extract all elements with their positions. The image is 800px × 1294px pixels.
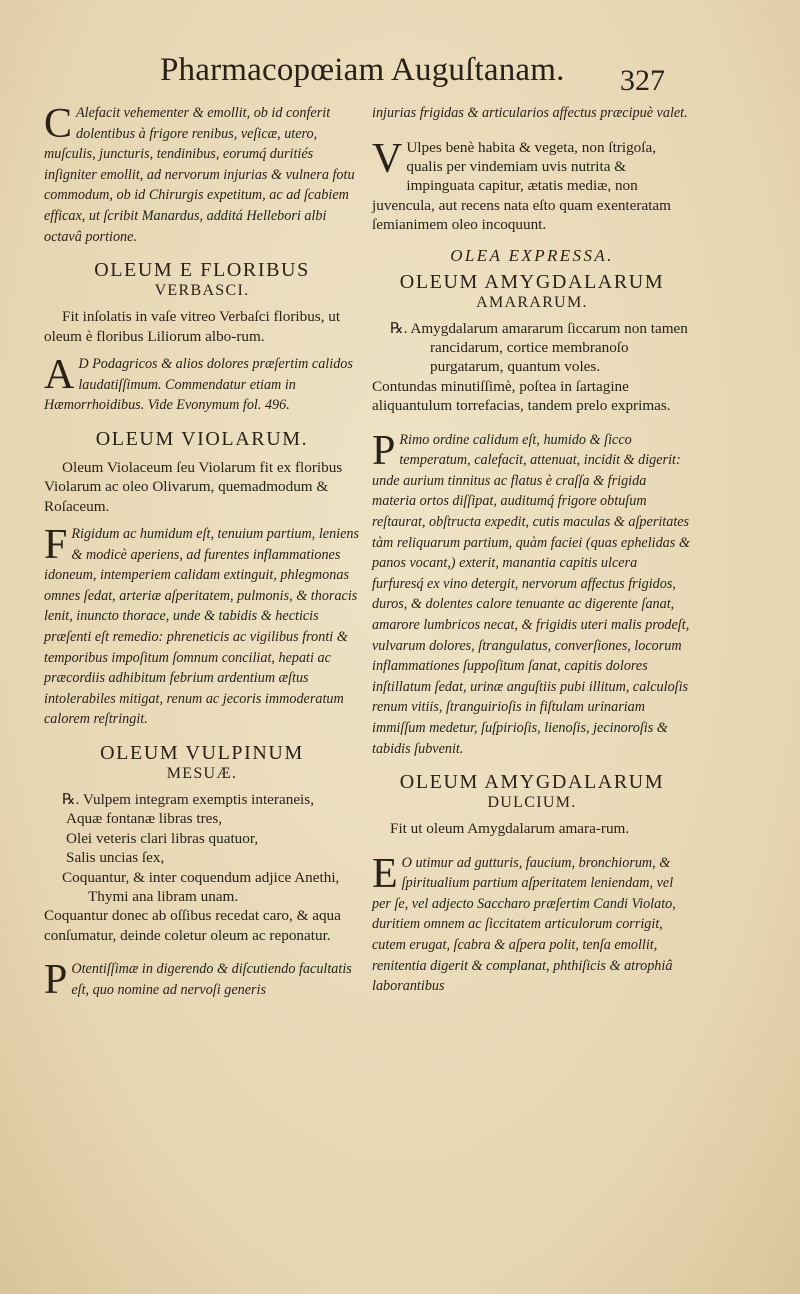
heading-mesuae: MESUÆ. (166, 764, 238, 782)
heading-olea-expressa: OLEA EXPRESSA. (450, 245, 614, 265)
drop-cap: A (44, 351, 75, 398)
drop-cap: F (44, 521, 68, 568)
page-number: 327 (620, 64, 665, 97)
paragraph-coquantur: Coquantur donec ab oſſibus recedat caro, & aqua conſumatur, deinde coletur oleum ac reponatur. (44, 907, 341, 944)
paragraph-podagricos (44, 351, 360, 416)
paragraph-calefacit (44, 103, 360, 247)
recipe-line: Thymi ana libram unam. (88, 887, 239, 905)
paragraph-contundas: Contundas minutiſſimè, poſtea in ſartagine aliquantulum torrefacias, tandem prelo exprimas. (372, 377, 671, 415)
paragraph-text: Otentiſſimæ in digerendo & diſcutiendo facultatis eſt, quo nomine ad nervoſi generis (71, 961, 352, 998)
recipe-line: Olei veteris clari libras quatuor, (66, 829, 259, 847)
paragraph-text: Rimo ordine calidum eſt, humido & ſicco temperatum, calefacit, attenuat, incidit & digerit: unde aurium tinnitus ac flatus è craſſa & frigida materia ortos diſſipat, auditumq́ frigore obtuſum reſtaurat, obſtructa expedit, cutis maculas & aſperitates tàm reliquarum partium, quàm faciei (quas ephelidas & panos vocant,) exterit, manantia capitis ulcera furfuresq́ ex vino detergit, nervorum affectus frigidos, duros, & dolentes calore tenuante ac digerente ſanat, amarore lumbricos necat, & frigidis uteri malis prodeſt, vulvarum dolores, ſtrangulatus, converſiones, locorum inflammationes ſuppoſitum ſanat, capitis dolores inſtillatum ſedat, urinæ anguſtiis pubi illitum, calculoſis renum vitiis, ſtranguirioſis in fiſtulam urinariam immiſſum medetur, ſuſpirioſis, lienoſis, jecinoroſis & tabidis ſubvenit. (372, 431, 690, 757)
drop-cap: V (372, 135, 403, 182)
recipe-line: ℞. Amygdalarum amararum ſiccarum non tamen rancidarum, cortice membranoſo purgatarum, quantum voles. (390, 319, 688, 376)
recipe-line: Coquantur, & inter coquendum adjice Anethi, (62, 868, 340, 886)
paragraph-violarum: Oleum Violaceum ſeu Violarum fit ex floribus Violarum ac oleo Olivarum, quemadmodum & Roſaceum. (44, 458, 343, 515)
drop-cap: E (372, 850, 398, 897)
paragraph-eo-utimur (372, 850, 692, 997)
paragraph-injurias: injurias frigidas & articularios affectus præcipuè valet. (372, 105, 688, 121)
running-title: Pharmacopœiam Auguſtanam. (160, 52, 565, 88)
paragraph-vulpes (372, 135, 692, 235)
drop-cap: C (44, 101, 73, 147)
paragraph-text: Alefacit vehementer & emollit, ob id conferit dolentibus à frigore renibus, veſicæ, utero, muſculis, juncturis, tendinibus, eorumq́ duritiés inſigniter emollit, ad nervorum injurias & vulnera fotu commodum, ob id Chirurgis expetitum, ac ad ſcabiem efficax, ut ſcribit Manardus, additá Hellebori albi octavâ portione. (44, 105, 355, 245)
heading-oleum-floribus: OLEUM E FLORIBUS (94, 259, 310, 282)
paragraph-primo-ordine (372, 427, 692, 760)
drop-cap: P (44, 957, 68, 1004)
heading-oleum-amygdalarum: OLEUM AMYGDALARUM (399, 270, 665, 293)
left-column (44, 101, 360, 1004)
heading-oleum-amygdalarum-dulcium: OLEUM AMYGDALARUM (399, 771, 665, 794)
paragraph-text: D Podagricos & alios dolores præſertim calidos laudatiſſimum. Commendatur etiam in Hæmorrhoidibus. Vide Evonymum fol. 496. (44, 355, 353, 414)
heading-violarum: OLEUM VIOLARUM. (95, 427, 309, 450)
recipe-line: Salis uncias ſex, (66, 849, 165, 867)
paragraph-fit-ut: Fit ut oleum Amygdalarum amara-rum. (390, 820, 630, 838)
paragraph-verbasci: Fit inſolatis in vaſe vitreo Verbaſci floribus, ut oleum è floribus Liliorum albo-rum. (44, 308, 341, 345)
paragraph-text: Ulpes benè habita & vegeta, non ſtrigoſa, qualis per vindemiam uvis nutrita & impinguata capitur, ætatis mediæ, non juvencula, aut recens nata eſto quam exenteratam ſemianimem oleo incoquunt. (372, 138, 671, 234)
heading-verbasci: VERBASCI. (154, 282, 250, 300)
paragraph-potentissimae (44, 957, 360, 1004)
drop-cap: P (372, 427, 396, 474)
paragraph-frigidum (44, 521, 360, 730)
recipe-line: Aquæ fontanæ libras tres, (66, 810, 223, 828)
heading-dulcium: DULCIUM. (487, 794, 577, 812)
heading-amararum: AMARARUM. (476, 293, 588, 311)
paragraph-text: O utimur ad gutturis, faucium, bronchiorum, & ſpiritualium partium aſperitatem leniendam, vel per ſe, vel adjecto Saccharo præſertim Candi Violato, duritiem omnem ac ſiccitatem articulorum corrigit, cutem erugat, ſcabra & aſpera polit, tenſa emollit, renitentia digerit & complanat, phthiſicis & atrophiâ laborantibus (372, 854, 676, 995)
right-column (372, 103, 692, 997)
heading-vulpinum: OLEUM VULPINUM (100, 741, 304, 764)
paragraph-text: Rigidum ac humidum eſt, tenuium partium, leniens & modicè aperiens, ad furentes inflammationes idoneum, intemperiem calidam extinguit, phlegmonas omnes ſedat, arteriæ aſperitatem, pulmonis, & thoracis lenit, inuncto thorace, unde & tabidis & hecticis præſenti eſt remedio: phreneticis ac vigilibus fronti & temporibus impoſitum ſomnum conciliat, hepati ac præcordiis adhibitum febrium ardentium æſtus intolerabiles mitigat, renum ac jecoris immoderatum calorem reſtringit. (44, 525, 360, 728)
recipe-line: ℞. Vulpem integram exemptis interaneis, (62, 790, 314, 808)
